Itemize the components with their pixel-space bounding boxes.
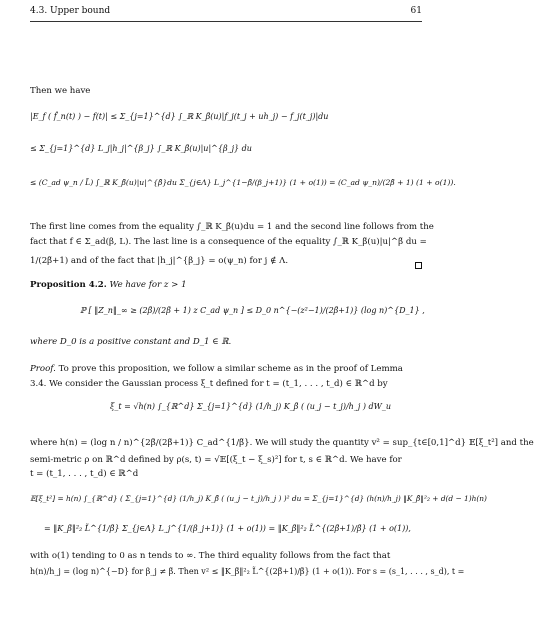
paragraph-line: fact that f ∈ Σ_ad(β, L). The last line is a consequence of the equality ∫_ℝ K_β̃(u)|u|^β̃ du = <box>30 237 427 247</box>
equation-bias-line-2: ≤ Σ_{j=1}^{d} L_j|h_j|^{β_j} ∫_ℝ K_β̃(u)|u|^{β_j} du <box>30 144 252 153</box>
equation-gaussian-process: ξ_t = √h(n) ∫_{ℝ^d} Σ_{j=1}^{d} (1/h_j) K_β̃ ( (u_j − t_j)/h_j ) dW_u <box>110 402 392 411</box>
proof-label: Proof. <box>30 364 56 374</box>
closing-line-1: with o(1) tending to 0 as n tends to ∞. The third equality follows from the fact that <box>30 551 391 561</box>
intro-text: Then we have <box>30 86 91 96</box>
closing-line-2: h(n)/h_j = (log n)^{−D} for β_j ≠ β̃. Then v² ≤ ‖K_β̃‖²₂ L̃^{(2β̃+1)/β̃} (1 + o(1)). For s = (s_1, . . . , s_d), t = <box>30 567 465 576</box>
running-header <box>30 6 422 20</box>
proposition-formula: ℙ [ ‖Z_n‖_∞ ≥ (2β̃)/(2β̃ + 1) z C_ad ψ_n ] ≤ D_0 n^{−(z²−1)/(2β̃+1)} (log n)^{D_1} , <box>80 306 425 315</box>
proof-line-1 <box>30 364 403 375</box>
proposition-lead: We have for z > 1 <box>109 280 187 290</box>
paragraph-line: 1/(2β̃+1) and of the fact that |h_j|^{β_j} = o(ψ_n) for j ∉ Λ. <box>30 256 289 266</box>
equation-variance-line-1: 𝔼[ξ_t²] = h(n) ∫_{ℝ^d} ( Σ_{j=1}^{d} (1/h_j) K_β̃ ( (u_j − t_j)/h_j ) )² du = Σ_{j=1}^{d} (h(n)/h_j) ‖K_β̃‖²₂ + d(d − 1)h(n) <box>30 494 487 503</box>
proof-line-2: 3.4. We consider the Gaussian process ξ_t defined for t = (t_1, . . . , t_d) ∈ ℝ^d by <box>30 379 388 389</box>
proof-text: To prove this proposition, we follow a similar scheme as in the proof of Lemma <box>58 364 403 374</box>
paragraph-line: The first line comes from the equality ∫_ℝ K_β̃(u)du = 1 and the second line follows from the <box>30 222 434 232</box>
where-line-2: semi-metric ρ on ℝ^d defined by ρ(s, t) = √𝔼[(ξ_t − ξ_s)²] for t, s ∈ ℝ^d. We have for <box>30 455 402 465</box>
proposition-title: Proposition 4.2. <box>30 280 107 290</box>
section-title: 4.3. Upper bound <box>30 6 111 16</box>
header-rule <box>30 21 422 22</box>
where-line-1: where h(n) = (log n / n)^{2β̃/(2β̃+1)} C_ad^{1/β̃}. We will study the quantity v² = sup_{t∈[0,1]^d} 𝔼[ξ_t²] and the <box>30 438 534 448</box>
proposition-tail: where D_0 is a positive constant and D_1 ∈ ℝ. <box>30 337 232 347</box>
where-line-3: t = (t_1, . . . , t_d) ∈ ℝ^d <box>30 469 139 479</box>
qed-box <box>415 262 422 269</box>
equation-bias-line-1: |E_f ( f̂_n(t) ) − f(t)| ≤ Σ_{j=1}^{d} ∫_ℝ K_β̃(u)|f_j(t_j + uh_j) − f_j(t_j)|du <box>30 112 329 121</box>
equation-bias-line-3: ≤ (C_ad ψ_n / L̃) ∫_ℝ K_β̃(u)|u|^{β̃}du Σ_{j∈Λ} L_j^{1−β̃/(β_j+1)} (1 + o(1)) = (C_ad ψ_n)/(2β̃ + 1) (1 + o(1)). <box>30 178 456 187</box>
proposition-heading <box>30 280 187 291</box>
page-number: 61 <box>410 6 422 16</box>
equation-variance-line-2: = ‖K_β̃‖²₂ L̃^{1/β̃} Σ_{j∈Λ} L_j^{1/(β_j+1)} (1 + o(1)) = ‖K_β̃‖²₂ L̃^{(2β̃+1)/β̃} (1 + o(1)), <box>44 524 411 533</box>
